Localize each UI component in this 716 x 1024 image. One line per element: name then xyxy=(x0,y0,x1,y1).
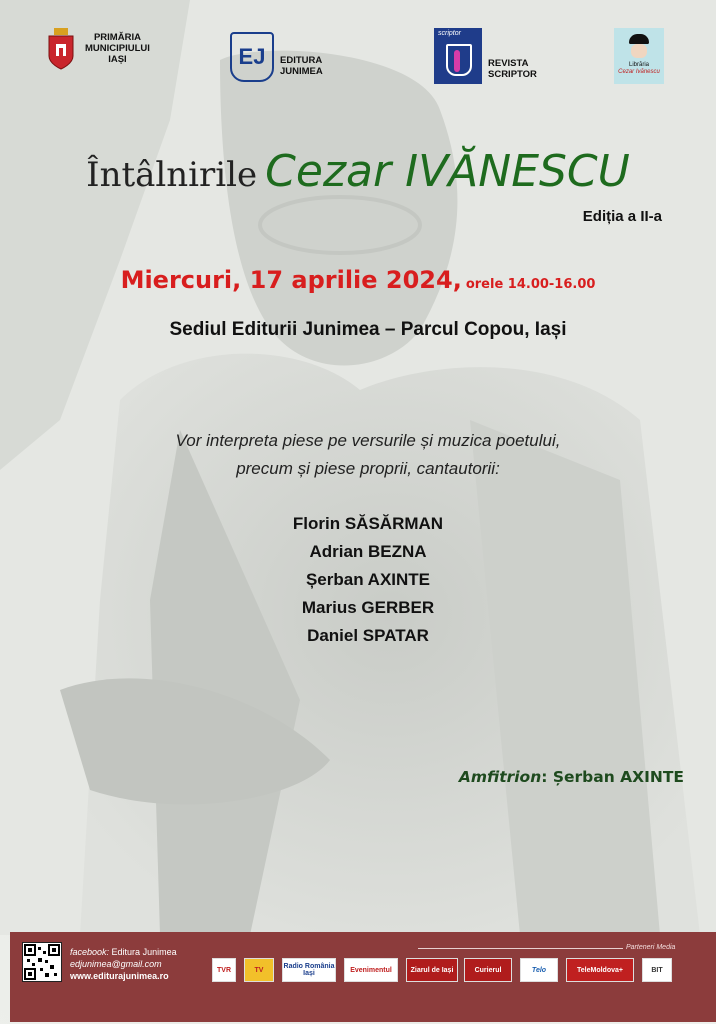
venue: Sediul Editurii Junimea – Parcul Copou, Iași xyxy=(169,319,567,340)
title-name: Cezar IVĂNESCU xyxy=(265,146,630,197)
media-logo-tv: TV xyxy=(244,958,274,982)
artist-item: Adrian BEZNA xyxy=(309,542,427,561)
media-logo-evenimentul: Evenimentul xyxy=(344,958,398,982)
logo-primaria xyxy=(45,26,150,70)
contact-info xyxy=(70,946,177,982)
artist-item: Daniel SPATAR xyxy=(307,626,429,645)
logo-librarie xyxy=(614,28,664,84)
artist-item: Șerban AXINTE xyxy=(305,570,431,589)
editura-line-2: JUNIMEA xyxy=(280,66,323,77)
facebook-label: facebook: xyxy=(70,947,110,957)
media-logo-tvr: TVR xyxy=(212,958,236,982)
event-date xyxy=(0,266,716,294)
website-link[interactable]: www.editurajunimea.ro xyxy=(70,971,169,981)
partners-divider xyxy=(418,948,623,949)
librarie-line-1: Librăria xyxy=(628,62,649,68)
email-link[interactable]: edjunimea@gmail.com xyxy=(70,959,162,969)
hours-text: orele 14.00-16.00 xyxy=(465,277,596,292)
ej-mark-icon: EJ xyxy=(230,32,274,82)
media-logo-radio-romania-iasi: Radio România Iași xyxy=(282,958,336,982)
qr-code-icon xyxy=(22,942,62,982)
event-title xyxy=(0,146,716,197)
artists-list xyxy=(0,510,716,650)
librarie-line-2: Cezar Ivănescu xyxy=(618,69,660,75)
librarie-mark-icon xyxy=(614,28,664,84)
date-text: Miercuri, 17 aprilie 2024, xyxy=(120,266,462,294)
scriptor-mark-icon xyxy=(434,28,482,84)
media-logo-bit: BIT xyxy=(642,958,672,982)
intro-line-1: Vor interpreta piese pe versurile și muzica poetului, xyxy=(175,431,561,450)
primaria-line-1: PRIMĂRIA xyxy=(93,31,141,43)
primaria-line-2: MUNICIPIULUI xyxy=(85,42,150,54)
facebook-value[interactable]: Editura Junimea xyxy=(111,947,177,957)
artist-item: Florin SĂSĂRMAN xyxy=(292,514,444,533)
intro-line-2: precum și piese proprii, cantautorii: xyxy=(236,459,500,478)
footer-bar xyxy=(10,932,716,1022)
title-prefix: Întâlnirile xyxy=(86,155,258,195)
logos-bar xyxy=(0,26,716,96)
scriptor-mark-text: scriptor xyxy=(438,30,461,37)
host-label: Amfitrion xyxy=(458,768,542,786)
media-logo-telo: Telo xyxy=(520,958,558,982)
revista-line-2: SCRIPTOR xyxy=(488,69,537,80)
artist-item: Marius GERBER xyxy=(301,598,435,617)
coat-of-arms-icon xyxy=(45,26,77,70)
revista-line-1: REVISTA xyxy=(488,58,529,69)
logo-editura-junimea xyxy=(230,32,323,82)
intro-text xyxy=(0,427,716,483)
editura-line-1: EDITURA xyxy=(280,55,323,66)
edition: Ediția a II-a xyxy=(582,208,662,225)
logo-revista-scriptor xyxy=(434,28,537,84)
host xyxy=(459,768,684,786)
host-name: : Șerban AXINTE xyxy=(541,768,684,786)
media-logo-curierul: Curierul xyxy=(464,958,512,982)
partners-label: Parteneri Media xyxy=(626,944,676,951)
primaria-line-3: IAȘI xyxy=(108,53,127,65)
media-logo-ziarul-de-iasi: Ziarul de Iași xyxy=(406,958,458,982)
media-logo-telemoldova: TeleMoldova+ xyxy=(566,958,634,982)
